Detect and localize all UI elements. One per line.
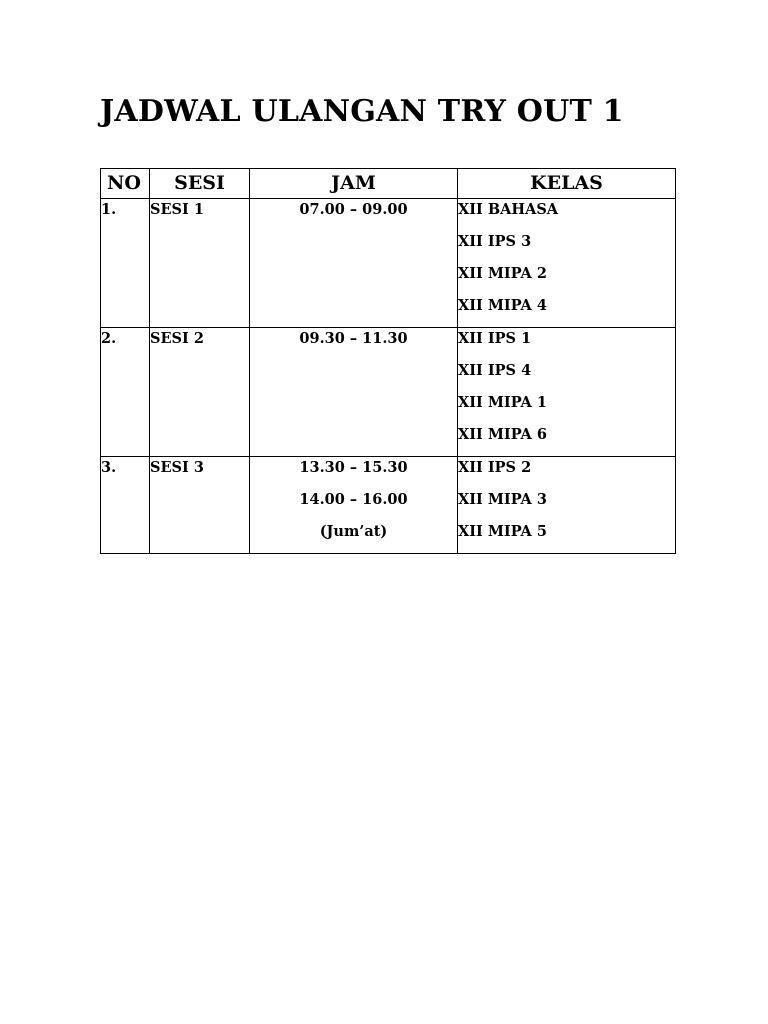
class-name: XII IPS 4	[458, 362, 532, 379]
class-name: XII MIPA 2	[458, 265, 547, 282]
class-name: XII BAHASA	[458, 201, 559, 218]
class-name: XII MIPA 3	[458, 491, 547, 508]
session-label: SESI 3	[150, 459, 204, 476]
class-cell	[458, 457, 676, 554]
time-cell	[250, 199, 458, 328]
session-label: SESI 1	[150, 201, 204, 218]
time-range: 14.00 – 16.00	[299, 491, 408, 508]
row-number-cell	[101, 199, 150, 328]
time-note: (Jum’at)	[319, 523, 388, 540]
time-range: 09.30 – 11.30	[299, 330, 408, 347]
table-row	[101, 328, 676, 457]
class-name: XII MIPA 4	[458, 297, 547, 314]
header-row	[101, 169, 676, 199]
row-number: 1.	[101, 201, 117, 218]
session-cell	[150, 457, 250, 554]
class-name: XII IPS 1	[458, 330, 532, 347]
session-label: SESI 2	[150, 330, 204, 347]
class-name: XII MIPA 5	[458, 523, 547, 540]
time-cell	[250, 328, 458, 457]
column-header-sesi: SESI	[150, 169, 250, 199]
time-range: 07.00 – 09.00	[299, 201, 408, 218]
session-cell	[150, 328, 250, 457]
table-body	[101, 199, 676, 554]
page-title: JADWAL ULANGAN TRY OUT 1	[100, 94, 624, 129]
time-cell	[250, 457, 458, 554]
row-number-cell	[101, 328, 150, 457]
table-row	[101, 199, 676, 328]
table-row	[101, 457, 676, 554]
row-number: 3.	[101, 459, 117, 476]
time-range: 13.30 – 15.30	[299, 459, 408, 476]
session-cell	[150, 199, 250, 328]
class-name: XII IPS 2	[458, 459, 532, 476]
schedule-table	[100, 168, 676, 554]
class-name: XII MIPA 1	[458, 394, 547, 411]
column-header-no: NO	[101, 169, 150, 199]
row-number: 2.	[101, 330, 117, 347]
column-header-jam: JAM	[250, 169, 458, 199]
class-name: XII IPS 3	[458, 233, 532, 250]
column-header-kelas: KELAS	[458, 169, 676, 199]
class-cell	[458, 328, 676, 457]
class-cell	[458, 199, 676, 328]
table-header	[101, 169, 676, 199]
row-number-cell	[101, 457, 150, 554]
class-name: XII MIPA 6	[458, 426, 547, 443]
